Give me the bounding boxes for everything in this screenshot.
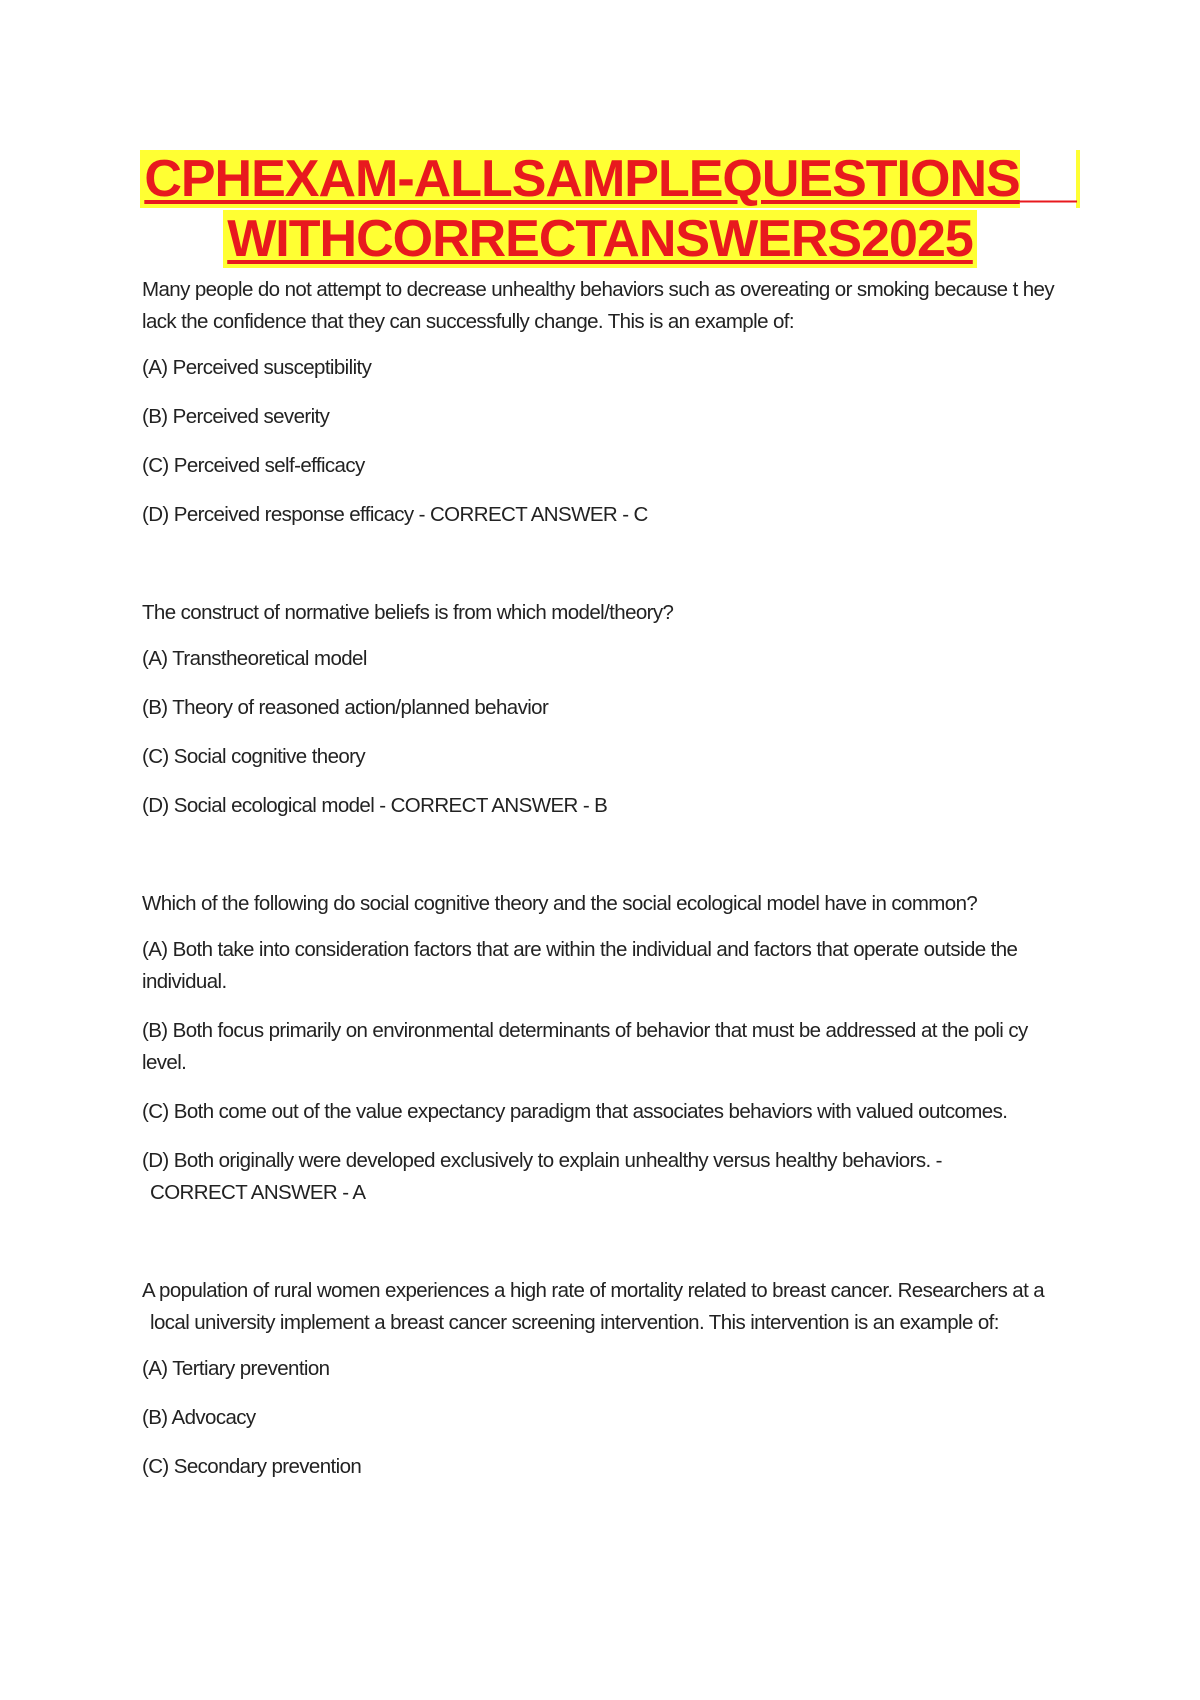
title-line-1: CPHEXAM-ALLSAMPLEQUESTIONS__ bbox=[140, 150, 1079, 208]
option-b: (B) Both focus primarily on environmental determinants of behavior that must be addressed at the poli cy level. bbox=[142, 1019, 1028, 1074]
question-stem: The construct of normative beliefs is from which model/theory? bbox=[142, 601, 674, 624]
option-d-answer: (D) Perceived response efficacy - CORRECT ANSWER - C bbox=[142, 503, 648, 526]
option-a: (A) Transtheoretical model bbox=[142, 647, 367, 670]
option-d-answer: (D) Social ecological model - CORRECT ANSWER - B bbox=[142, 794, 608, 817]
title-line-2: WITHCORRECTANSWERS2025 bbox=[223, 210, 977, 268]
option-b: (B) Theory of reasoned action/planned behavior bbox=[142, 696, 549, 719]
option-d-answer: (D) Both originally were developed exclusively to explain unhealthy versus healthy behaviors. - CORRECT ANSWER - A bbox=[142, 1149, 942, 1204]
option-c: (C) Perceived self-efficacy bbox=[142, 454, 365, 477]
option-c: (C) Secondary prevention bbox=[142, 1455, 362, 1478]
question-block-1 bbox=[142, 274, 1072, 531]
document-title bbox=[0, 150, 1200, 268]
option-b: (B) Perceived severity bbox=[142, 405, 330, 428]
option-a: (A) Perceived susceptibility bbox=[142, 356, 372, 379]
option-b: (B) Advocacy bbox=[142, 1406, 256, 1429]
question-stem: A population of rural women experiences a high rate of mortality related to breast cancer. Researchers at a local university implement a breast cancer screening intervention. This intervention is an example of: bbox=[142, 1279, 1045, 1334]
questions-content bbox=[142, 274, 1072, 1549]
title-trailing-underscore: __ bbox=[1019, 150, 1076, 208]
option-c: (C) Social cognitive theory bbox=[142, 745, 366, 768]
question-stem: Which of the following do social cognitive theory and the social ecological model have in common? bbox=[142, 892, 978, 915]
option-a: (A) Tertiary prevention bbox=[142, 1357, 330, 1380]
question-block-4 bbox=[142, 1275, 1072, 1483]
question-stem: Many people do not attempt to decrease unhealthy behaviors such as overeating or smoking because t hey lack the confidence that they can successfully change. This is an example of: bbox=[142, 278, 1055, 333]
question-block-3 bbox=[142, 888, 1072, 1209]
question-block-2 bbox=[142, 597, 1072, 822]
option-a: (A) Both take into consideration factors that are within the individual and factors that operate outside the individual. bbox=[142, 938, 1018, 993]
option-c: (C) Both come out of the value expectancy paradigm that associates behaviors with valued outcomes. bbox=[142, 1100, 1008, 1123]
